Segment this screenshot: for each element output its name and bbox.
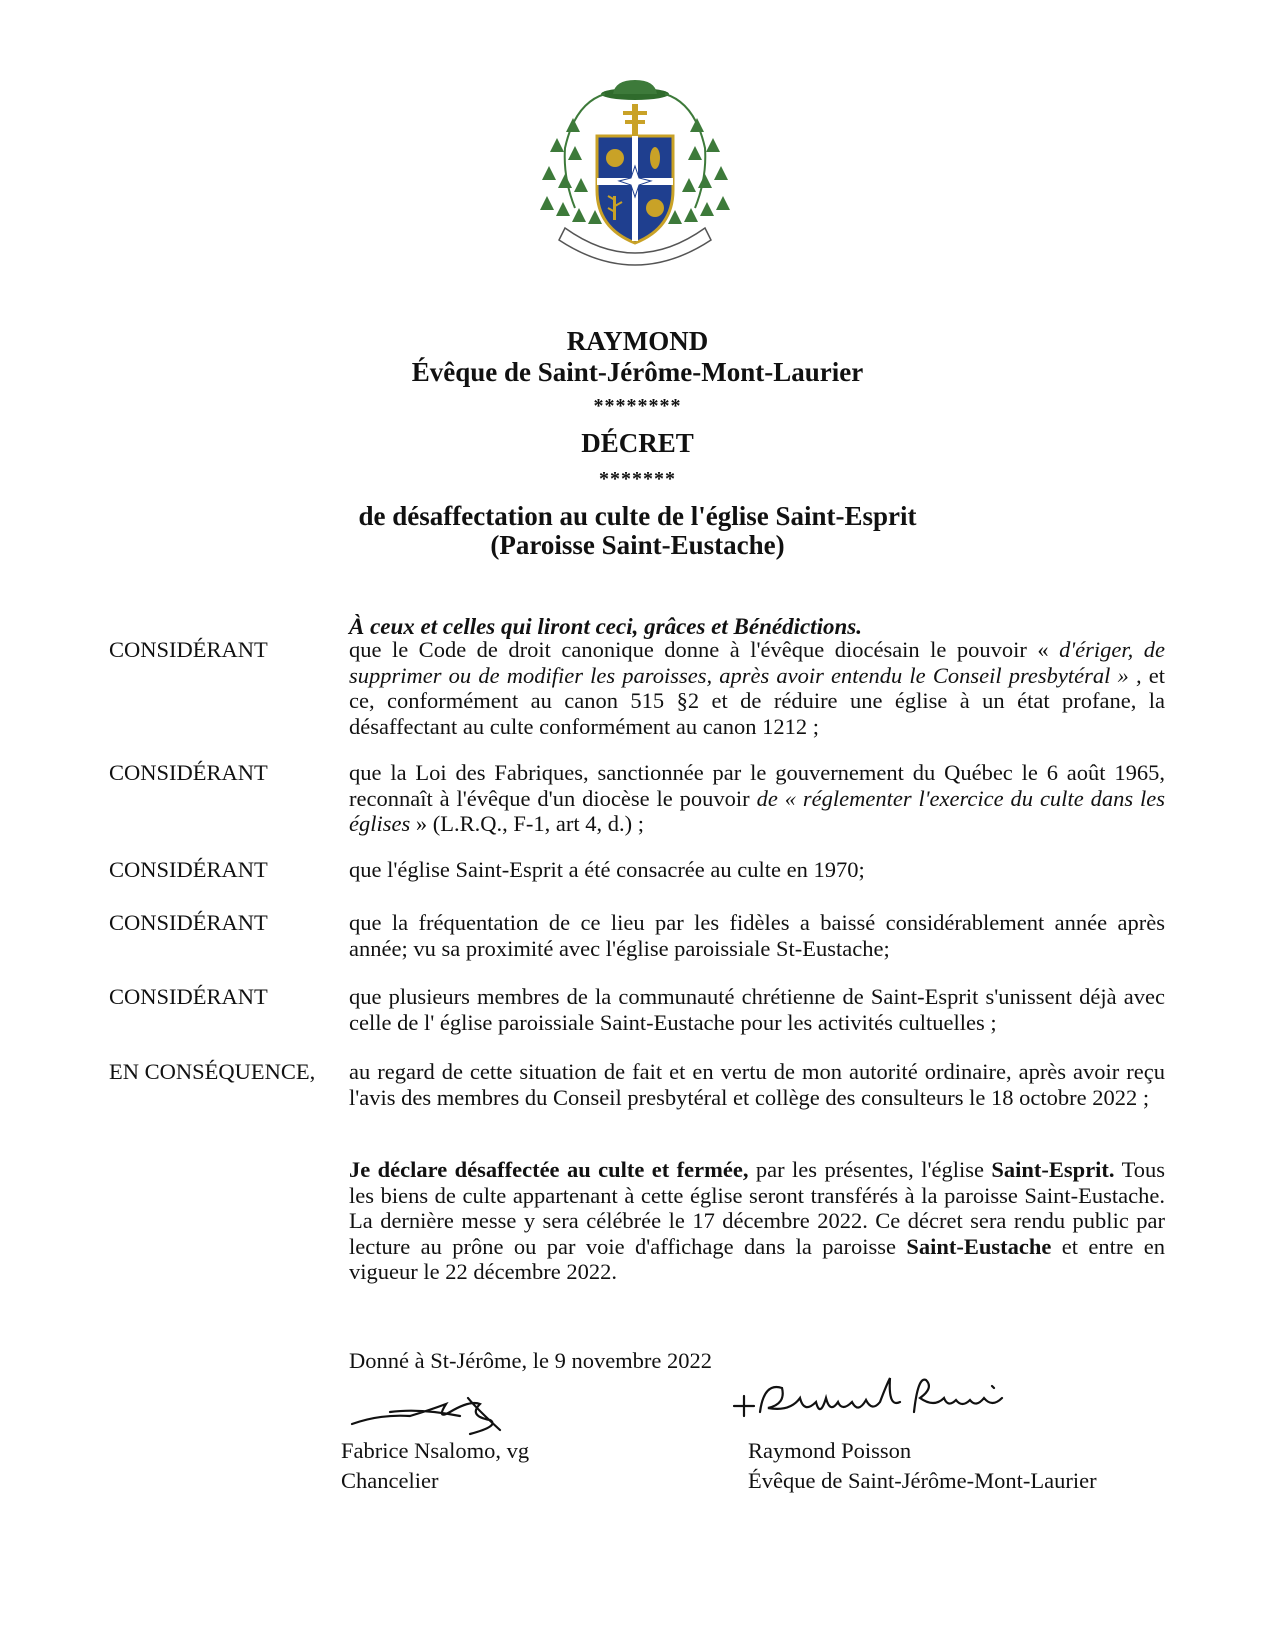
clause-text: que plusieurs membres de la communauté chrétienne de Saint-Esprit s'unissent déjà avec celle de l' église paroissiale Saint-Eustache pour les activités cultuelles ;	[349, 984, 1165, 1035]
signer-role: Évêque de Saint-Jérôme-Mont-Laurier	[748, 1468, 1097, 1493]
document-subtitle: de désaffectation au culte de l'église Saint-Esprit	[358, 501, 917, 531]
document-subtitle-parish: (Paroisse Saint-Eustache)	[490, 530, 785, 560]
signer-role: Chancelier	[341, 1468, 439, 1493]
clause-text: au regard de cette situation de fait et en vertu de mon autorité ordinaire, après avoir reçu l'avis des membres du Conseil presbytéral et collège des consulteurs le 18 octobre 2022 ;	[349, 1059, 1165, 1110]
clause-label: CONSIDÉRANT	[109, 910, 268, 935]
document-title: DÉCRET	[581, 428, 694, 458]
coat-of-arms-icon	[535, 78, 735, 283]
clause-label: CONSIDÉRANT	[109, 984, 268, 1009]
clause-label: EN CONSÉQUENCE,	[109, 1059, 316, 1084]
signer-chancellor	[341, 1436, 529, 1496]
bishop-title: Évêque de Saint-Jérôme-Mont-Laurier	[411, 357, 864, 387]
clause-label: CONSIDÉRANT	[109, 637, 268, 662]
clause-text: que la fréquentation de ce lieu par les fidèles a baissé considérablement année après année; vu sa proximité avec l'église paroissiale St-Eustache;	[349, 910, 1165, 961]
signer-bishop	[748, 1436, 1097, 1496]
bishop-name: RAYMOND	[566, 326, 709, 356]
separator-stars: ********	[593, 395, 682, 417]
declaration-text: Je déclare désaffectée au culte et fermée, par les présentes, l'église Saint-Esprit. Tous les biens de culte appartenant à cette église seront transférés à la paroisse Saint-Eustache. La dernière messe y sera célébrée le 17 décembre 2022. Ce décret sera rendu public par lecture au prône ou par voie d'affichage dans la paroisse Saint-Eustache et entre en vigueur le 22 décembre 2022.	[349, 1157, 1165, 1284]
clause-text: que l'église Saint-Esprit a été consacrée au culte en 1970;	[349, 857, 865, 882]
signature-chancellor-icon	[350, 1390, 520, 1440]
clause-label: CONSIDÉRANT	[109, 760, 268, 785]
greeting: À ceux et celles qui liront ceci, grâces et Bénédictions.	[349, 614, 862, 639]
clause-text: que le Code de droit canonique donne à l'évêque diocésain le pouvoir « d'ériger, de supprimer ou de modifier les paroisses, après avoir entendu le Conseil presbytéral » , et ce, conformément au canon 515 §2 et de réduire une église à un état profane, la désaffectant au culte conformément au canon 1212 ;	[349, 637, 1165, 739]
signer-name: Fabrice Nsalomo, vg	[341, 1438, 530, 1463]
signer-name: Raymond Poisson	[748, 1438, 912, 1463]
clause-text: que la Loi des Fabriques, sanctionnée par le gouvernement du Québec le 6 août 1965, reconnaît à l'évêque d'un diocèse le pouvoir de « réglementer l'exercice du culte dans les églises » (L.R.Q., F-1, art 4, d.) ;	[349, 760, 1165, 836]
separator-stars: *******	[599, 468, 676, 490]
place-date: Donné à St-Jérôme, le 9 novembre 2022	[349, 1348, 713, 1373]
clause-label: CONSIDÉRANT	[109, 857, 268, 882]
signature-bishop-icon	[730, 1368, 1010, 1428]
